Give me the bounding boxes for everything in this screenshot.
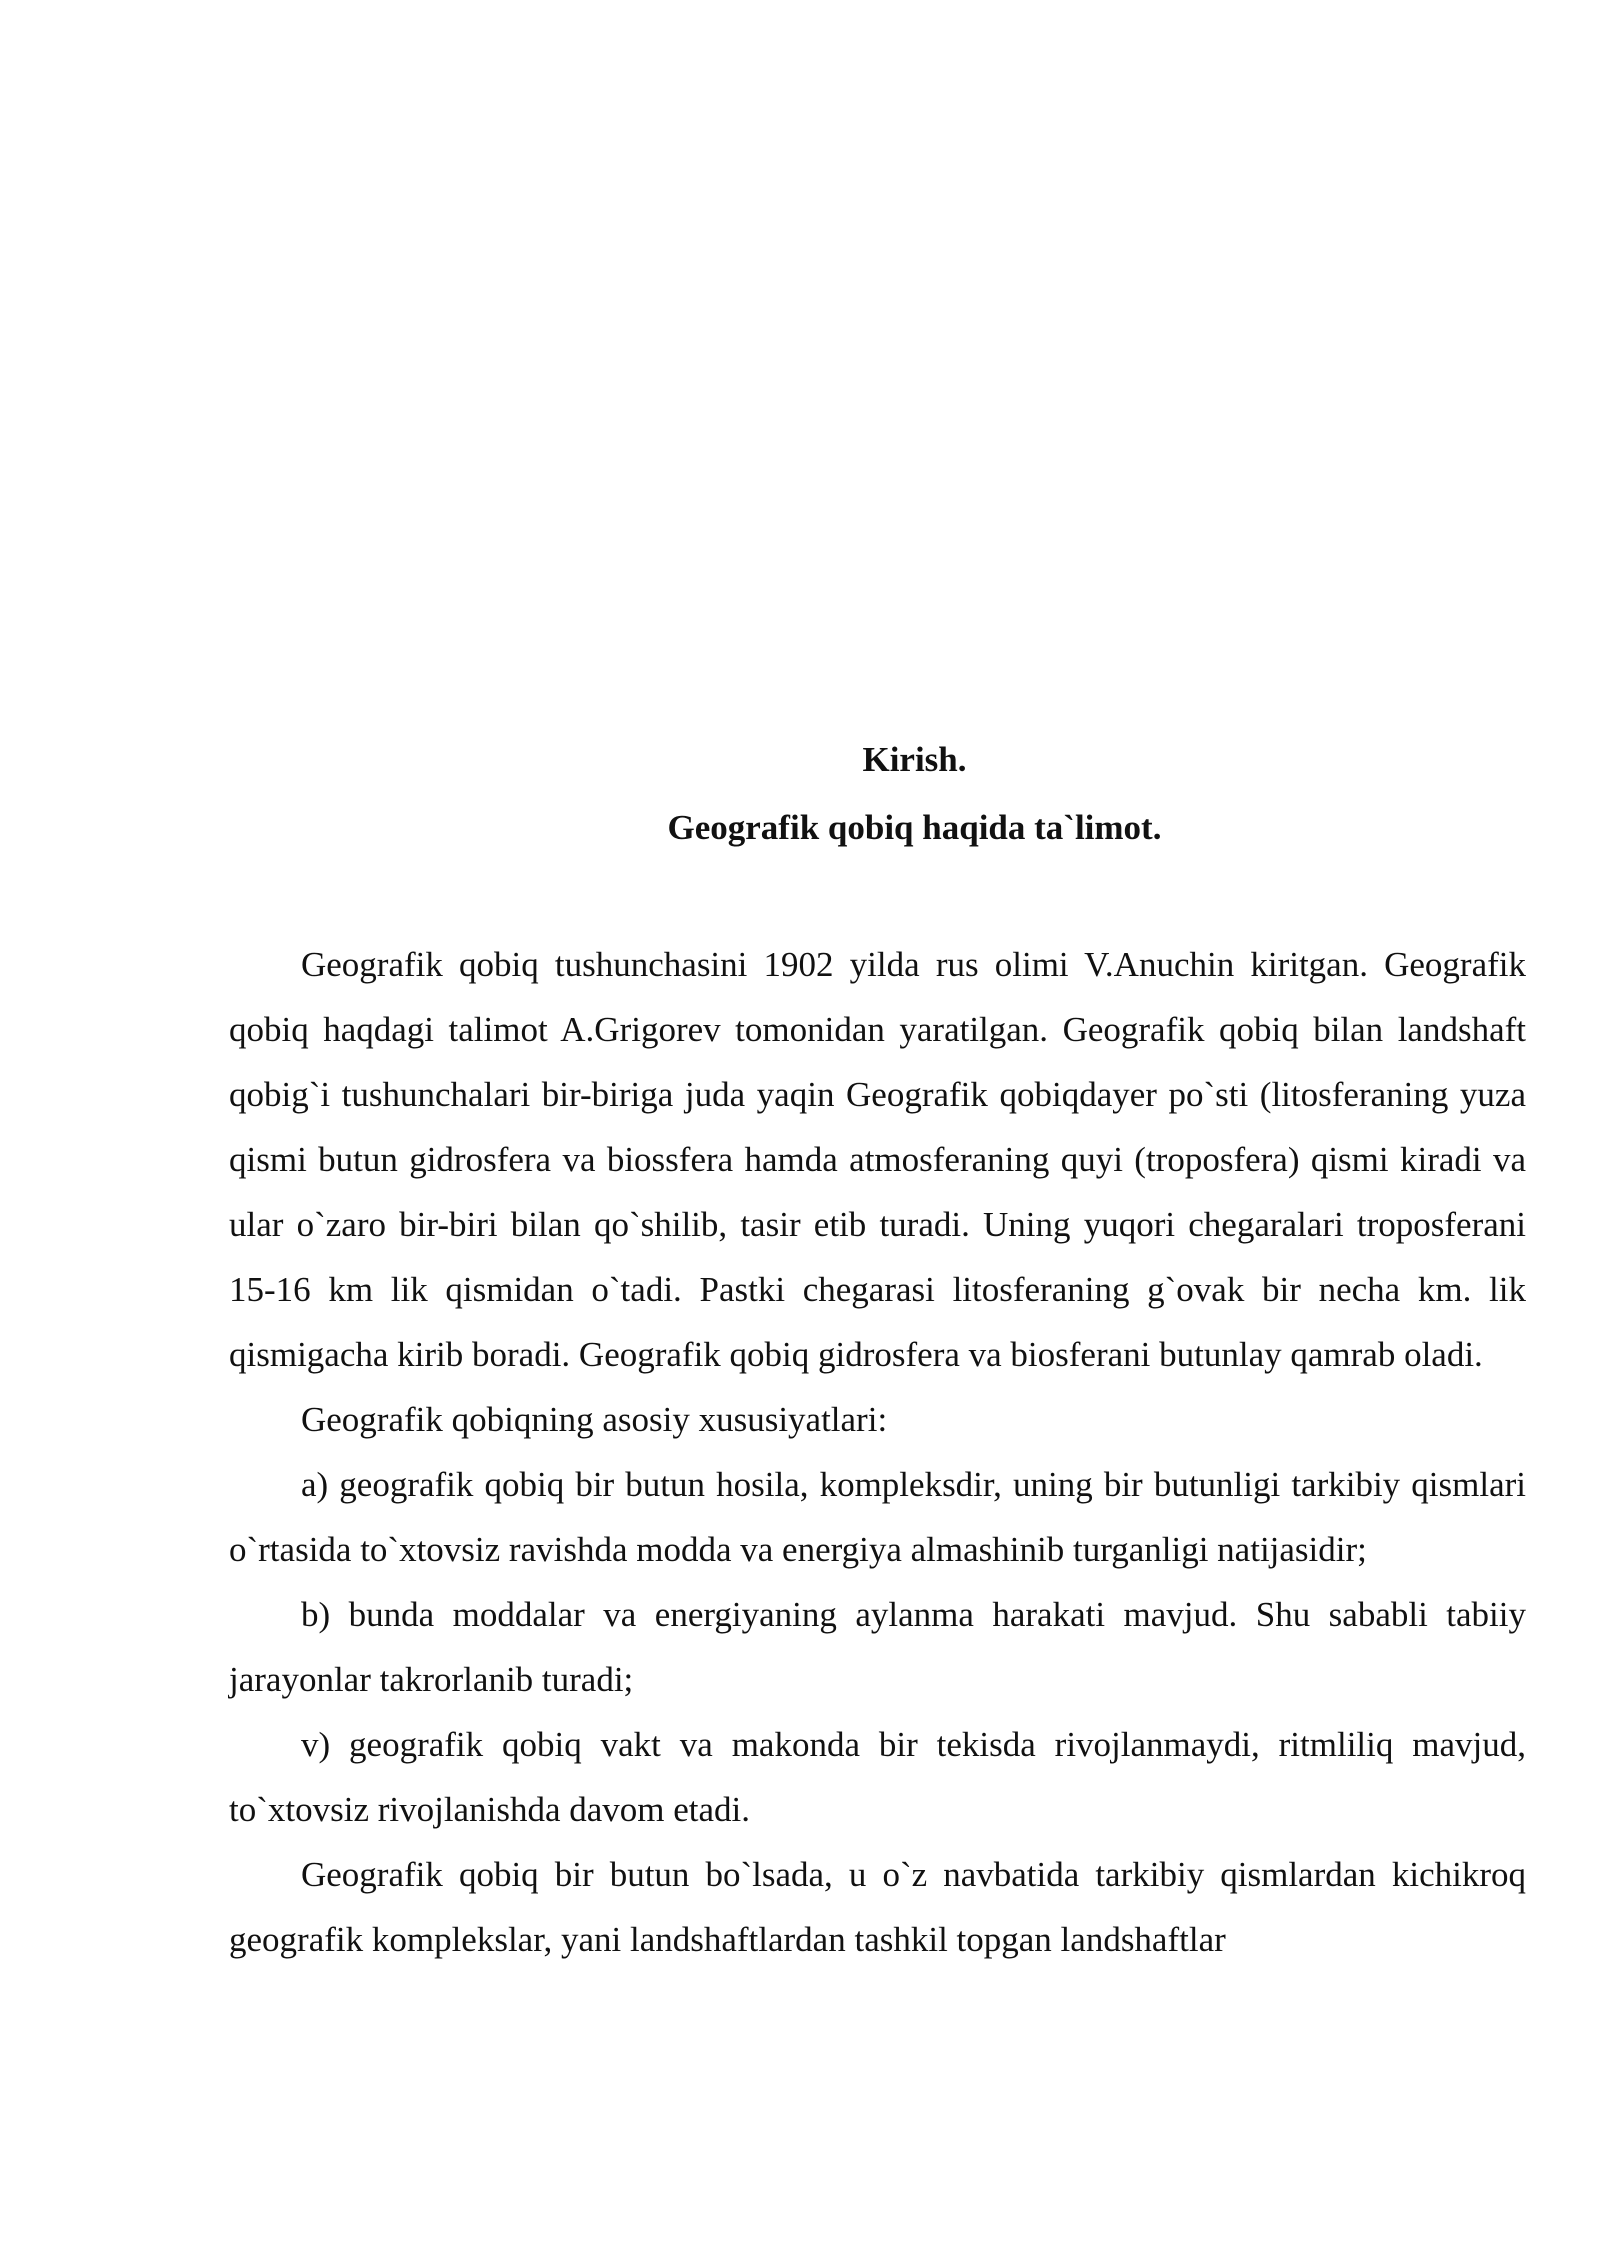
- paragraph-property-b: b) bunda moddalar va energiyaning aylanma harakati mavjud. Shu sababli tabiiy jarayonlar takrorlanib turadi;: [229, 1595, 1526, 1699]
- paragraph-property-v: v) geografik qobiq vakt va makonda bir tekisda rivojlanmaydi, ritmliliq mavjud, to`xtovsiz rivojlanishda davom etadi.: [229, 1725, 1526, 1829]
- paragraph-properties-heading: Geografik qobiqning asosiy xususiyatlari:: [301, 1400, 888, 1439]
- document-title: Kirish.: [862, 740, 967, 779]
- paragraph-intro: Geografik qobiq tushunchasini 1902 yilda rus olimi V.Anuchin kiritgan. Geografik qobiq haqdagi talimot A.Grigorev tomonidan yaratilgan. Geografik qobiq bilan landshaft qobig`i tushunchalari bir-biriga juda yaqin Geografik qobiqdayer po`sti (litosferaning yuza qismi butun gidrosfera va biossfera hamda atmosferaning quyi (troposfera) qismi kiradi va ular o`zaro bir-biri bilan qo`shilib, tasir etib turadi. Uning yuqori chegaralari troposferani 15-16 km lik qismidan o`tadi. Pastki chegarasi litosferaning g`ovak bir necha km. lik qismigacha kirib boradi. Geografik qobiq gidrosfera va biosferani butunlay qamrab oladi.: [229, 945, 1526, 1374]
- paragraph-landscapes: Geografik qobiq bir butun bo`lsada, u o`z navbatida tarkibiy qismlardan kichikroq geografik komplekslar, yani landshaftlardan tashkil topgan landshaftlar: [229, 1855, 1526, 1959]
- document-body: [229, 932, 1526, 1972]
- document-subtitle: Geografik qobiq haqida ta`limot.: [667, 808, 1162, 847]
- paragraph-property-a: a) geografik qobiq bir butun hosila, kompleksdir, uning bir butunligi tarkibiy qismlari o`rtasida to`xtovsiz ravishda modda va energiya almashinib turganligi natijasidir;: [229, 1465, 1526, 1569]
